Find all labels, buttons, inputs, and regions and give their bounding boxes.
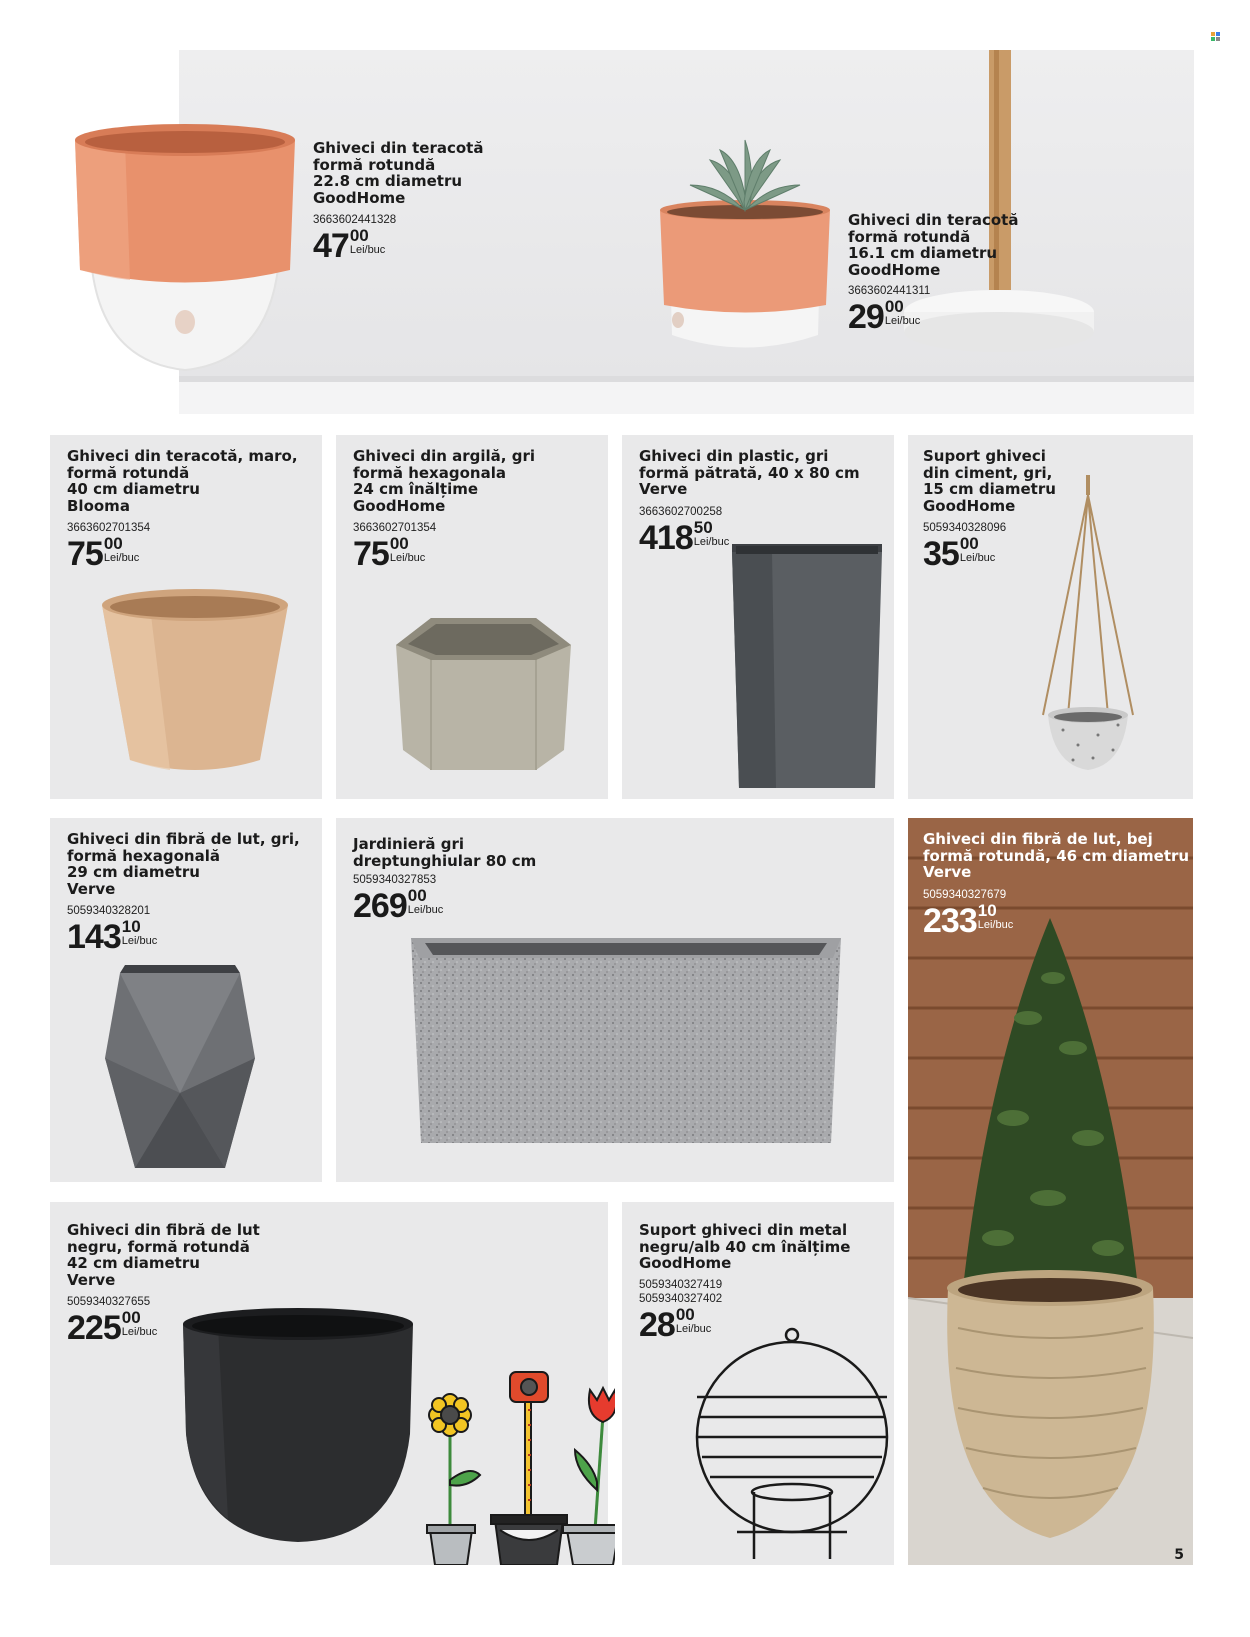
price-unit: Lei/buc: [103, 552, 140, 564]
product-title-p6: Suport ghiveci din ciment, gri, 15 cm diametru GoodHome: [923, 447, 1056, 515]
product-title-p8: Jardinieră gri dreptunghiular 80 cm: [353, 835, 537, 870]
price-dec: 00: [884, 297, 904, 316]
product-panel-p9: [908, 818, 1193, 1565]
product-title-p4: Ghiveci din argilă, gri formă hexagonala 24 cm înălțime GoodHome: [353, 447, 535, 515]
metal-stand-image: [662, 1327, 892, 1562]
price-unit: Lei/buc: [121, 1326, 158, 1338]
product-panel-p5: [622, 435, 894, 799]
black-round-pot-image: [178, 1304, 418, 1544]
page-number: 5: [1174, 1547, 1184, 1563]
product-code-p7: 5059340328201: [67, 905, 151, 917]
terracotta-pot-large-image: [70, 120, 300, 390]
price-dec: 00: [103, 534, 123, 553]
hexagonal-gray-pot-image: [396, 610, 571, 780]
price-unit: Lei/buc: [693, 536, 730, 548]
price-int: 75: [353, 535, 389, 573]
price-dec: 00: [407, 886, 427, 905]
price-int: 225: [67, 1309, 121, 1347]
product-code-p9: 5059340327679: [923, 889, 1007, 901]
product-panel-p4: [336, 435, 608, 799]
price-dec: 00: [959, 534, 979, 553]
product-title-p11: Suport ghiveci din metal negru/alb 40 cm înălțime GoodHome: [639, 1221, 851, 1272]
price-dec: 10: [977, 901, 997, 920]
price-p2: [848, 297, 921, 336]
price-int: 143: [67, 918, 121, 956]
product-title-p7: Ghiveci din fibră de lut, gri, formă hexagonală 29 cm diametru Verve: [67, 830, 300, 898]
terracotta-pot-small-image: [650, 130, 840, 380]
price-p7: [67, 917, 158, 956]
product-panel-p7: [50, 818, 322, 1182]
product-panel-p11: [622, 1202, 894, 1565]
product-code-p5: 3663602700258: [639, 506, 723, 518]
product-title-p10: Ghiveci din fibră de lut negru, formă rotundă 42 cm diametru Verve: [67, 1221, 260, 1289]
price-dec: 00: [349, 226, 369, 245]
product-code-p4: 3663602701354: [353, 522, 437, 534]
corner-logo-icon: [1211, 32, 1221, 42]
rectangular-planter-image: [411, 933, 841, 1153]
product-title-p1: Ghiveci din teracotă formă rotundă 22.8 cm diametru GoodHome: [313, 139, 484, 207]
price-p1: [313, 226, 386, 265]
terracotta-brown-pot-image: [100, 585, 290, 785]
product-code-p8: 5059340327853: [353, 874, 437, 886]
product-code-p6: 5059340328096: [923, 522, 1007, 534]
product-code-p2: 3663602441311: [848, 285, 931, 297]
price-unit: Lei/buc: [349, 244, 386, 256]
price-int: 233: [923, 902, 977, 940]
price-int: 29: [848, 298, 884, 336]
product-code-p11: 5059340327419 5059340327402: [639, 1279, 723, 1305]
product-panel-p3: [50, 435, 322, 799]
price-dec: 50: [693, 518, 713, 537]
price-unit: Lei/buc: [977, 919, 1014, 931]
product-title-p3: Ghiveci din teracotă, maro, formă rotundă 40 cm diametru Blooma: [67, 447, 298, 515]
product-code-p3: 3663602701354: [67, 522, 151, 534]
price-int: 28: [639, 1306, 675, 1344]
price-p4: [353, 534, 426, 573]
price-dec: 10: [121, 917, 141, 936]
hanging-cement-pot-image: [1028, 475, 1148, 775]
price-unit: Lei/buc: [389, 552, 426, 564]
price-dec: 00: [675, 1305, 695, 1324]
square-plastic-pot-image: [732, 540, 882, 790]
price-unit: Lei/buc: [121, 935, 158, 947]
price-unit: Lei/buc: [884, 315, 921, 327]
price-int: 418: [639, 519, 693, 557]
product-code-p10: 5059340327655: [67, 1296, 151, 1308]
price-dec: 00: [389, 534, 409, 553]
price-int: 47: [313, 227, 349, 265]
price-unit: Lei/buc: [407, 904, 444, 916]
product-panel-p6: [908, 435, 1193, 799]
garden-doodle-illustration: [425, 1370, 615, 1565]
product-panel-p8: [336, 818, 894, 1182]
price-int: 35: [923, 535, 959, 573]
price-p5: [639, 518, 730, 557]
product-title-p2: Ghiveci din teracotă formă rotundă 16.1 cm diametru GoodHome: [848, 211, 1019, 279]
price-unit: Lei/buc: [675, 1323, 712, 1335]
price-unit: Lei/buc: [959, 552, 996, 564]
price-p10: [67, 1308, 158, 1347]
price-p9: [923, 901, 1014, 940]
product-code-p1: 3663602441328: [313, 214, 397, 226]
price-p3: [67, 534, 140, 573]
price-p8: [353, 886, 444, 925]
price-int: 269: [353, 887, 407, 925]
price-int: 75: [67, 535, 103, 573]
hexagonal-fiber-pot-image: [105, 963, 255, 1173]
price-p6: [923, 534, 996, 573]
price-dec: 00: [121, 1308, 141, 1327]
product-title-p5: Ghiveci din plastic, gri formă pătrată, 40 x 80 cm Verve: [639, 447, 860, 498]
product-title-p9: Ghiveci din fibră de lut, bej formă rotundă, 46 cm diametru Verve: [923, 830, 1190, 881]
